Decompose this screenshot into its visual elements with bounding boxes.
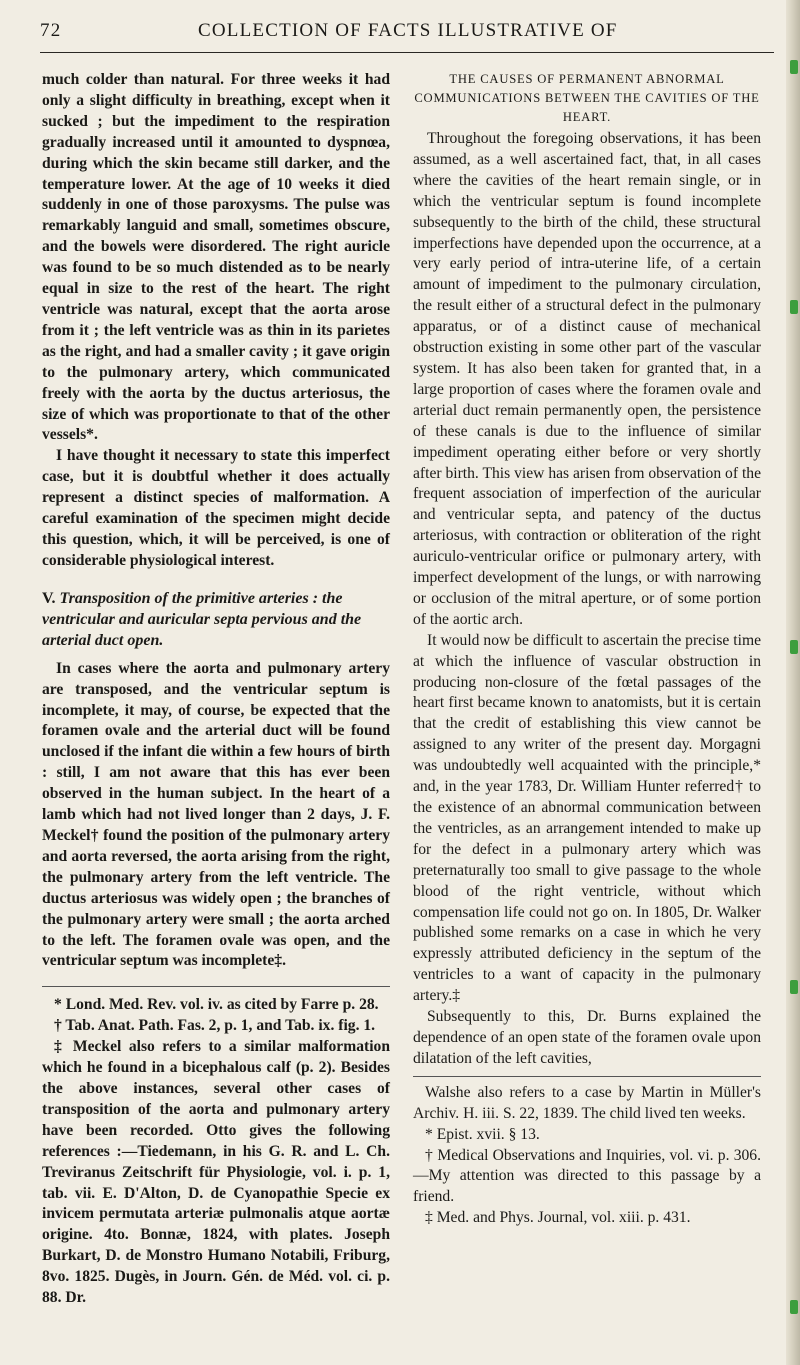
right-column — [413, 70, 761, 1229]
section-heading — [42, 588, 390, 651]
page-edge — [786, 0, 800, 1365]
left-column — [42, 70, 390, 1309]
footnote: † Medical Observations and Inquiries, vol. vi. p. 306.—My attention was directed to this passage by a friend. — [413, 1146, 761, 1206]
edge-marker — [790, 300, 798, 314]
right-paragraph-3: Subsequently to this, Dr. Burns explained the dependence of an open state of the foramen ovale upon dilatation of the left cavities, — [413, 1008, 761, 1067]
footnote: Walshe also refers to a case by Martin in Müller's Archiv. H. iii. S. 22, 1839. The child lived ten weeks. — [413, 1083, 761, 1122]
footnote: ‡ Med. and Phys. Journal, vol. xiii. p. 431. — [425, 1209, 691, 1227]
footnote-divider — [413, 1076, 761, 1077]
left-paragraph-3: In cases where the aorta and pulmonary artery are transposed, and the ventricular septum is incomplete, it may, of course, be expected that the foramen ovale and the arterial duct will be found unclosed if the infant die within a few hours of birth : still, I am not aware that this has ever been observed in the human subject. In the heart of a lamb which had not lived longer than 2 days, J. F. Meckel† found the position of the pulmonary artery and aorta reversed, the aorta arising from the right, the pulmonary artery from the left ventricle. The ductus arteriosus was widely open ; the branches of the pulmonary artery were small ; the aorta arched to the left. The foramen ovale was open, and the ventricular septum was incomplete‡. — [42, 659, 390, 970]
edge-marker — [790, 640, 798, 654]
footnote: ‡ Meckel also refers to a similar malformation which he found in a bicephalous calf (p. 2). Besides the above instances, several other cases of transposition of the aorta and pulmonary artery have been recorded. Otto gives the following references :—Tiedemann, in his G. R. and L. Ch. Treviranus Zeitschrift für Physiologie, vol. i. p. 1, tab. vii. E. D'Alton, D. de Cyanopathie Specie ex invicem permutata arteriæ pulmonalis atque aortæ origine. 4to. Bonnæ, 1824, with plates. Joseph Burkart, D. de Monstro Humano Notabili, Friburg, 8vo. 1825. Dugès, in Journ. Gén. de Méd. vol. ci. p. 88. Dr. — [42, 1038, 390, 1307]
footnote: † Tab. Anat. Path. Fas. 2, p. 1, and Tab. ix. fig. 1. — [54, 1017, 376, 1035]
right-paragraph-2: It would now be difficult to ascertain the precise time at which the influence of vascular obstruction in producing non-closure of the fœtal passages of the heart first became known to anatomists, but it is certain that the credit of establishing this view cannot be assigned to any writer of the present day. Morgagni was undoubtedly well acquainted with the principle,* and, in the year 1783, Dr. William Hunter referred† to the existence of an abnormal communication between the ventricles, as an arrangement intended to make up for the defect in a pulmonary artery which was preternaturally too small to give passage to the whole blood of the right ventricle, without which compensation life could not go on. In 1805, Dr. Walker published some remarks on a case in which he very expressly attributed deficiency in the septum of the ventricles to a want of capacity in the pulmonary artery.‡ — [413, 631, 761, 1005]
section-title: Transposition of the primitive arteries : the ventricular and auricular septa pervious and the arterial duct open. — [42, 589, 362, 649]
edge-marker — [790, 60, 798, 74]
footnote-divider — [42, 986, 390, 987]
right-paragraph-1: Throughout the foregoing observations, it has been assumed, as a well ascertained fact, that, in all cases where the cavities of the heart remain single, or in which the ventricular septum is found incomplete subsequently to the birth of the child, these structural imperfections have depended upon the occurrence, at a very early period of intra-uterine life, of a certain amount of impediment to the pulmonary circulation, the result either of a structural defect in the pulmonary apparatus, or of a distinct cause of mechanical obstruction existing in some other part of the vascular system. It has also been taken for granted that, in a large proportion of cases where the foramen ovale and arterial duct remain permanently open, the persistence of these canals is due to the influence of similar impediment operating either before or very shortly after birth. This view has arisen from observation of the frequent association of imperfection of the auricular and ventricular septa, and patency of the ductus arteriosus, with contraction or obliteration of the right auriculo-ventricular orifice or pulmonary artery, with imperfect development of the lungs, or with narrowing or occlusion of the mitral aperture, or of some portion of the aortic arch. — [413, 130, 761, 628]
left-paragraph-2: I have thought it necessary to state this imperfect case, but it is doubtful whether it does actually represent a distinct species of malformation. A careful examination of the specimen might decide this question, which, it will be perceived, is one of considerable physiological interest. — [42, 447, 390, 569]
footnote: * Epist. xvii. § 13. — [425, 1125, 540, 1143]
footnote: * Lond. Med. Rev. vol. iv. as cited by Farre p. 28. — [54, 996, 379, 1014]
edge-marker — [790, 980, 798, 994]
chapter-heading: THE CAUSES OF PERMANENT ABNORMAL COMMUNICATIONS BETWEEN THE CAVITIES OF THE HEART. — [414, 72, 760, 124]
page-number: 72 — [40, 20, 62, 41]
page-header — [40, 14, 780, 46]
section-number: V. — [42, 589, 56, 607]
left-paragraph-1: much colder than natural. For three weeks it had only a slight difficulty in breathing, except when it sucked ; but the impediment to the respiration gradually increased until it amounted to dyspnœa, during which the skin became still darker, and the temperature lower. At the age of 10 weeks it died suddenly in one of those paroxysms. The pulse was remarkably languid and small, sometimes obscure, and the bowels were disordered. The right auricle was found to be so much distended as to be nearly equal in size to the rest of the heart. The right ventricle was natural, except that the aorta arose from it ; the left ventricle was as thin in its parietes as the right, and had a smaller cavity ; it gave origin to the pulmonary artery, which communicated freely with the aorta by the ductus arteriosus, the size of which was proportionate to that of the other vessels*. — [42, 71, 390, 444]
edge-marker — [790, 1300, 798, 1314]
running-title: COLLECTION OF FACTS ILLUSTRATIVE OF — [198, 20, 618, 41]
header-rule — [40, 52, 774, 53]
